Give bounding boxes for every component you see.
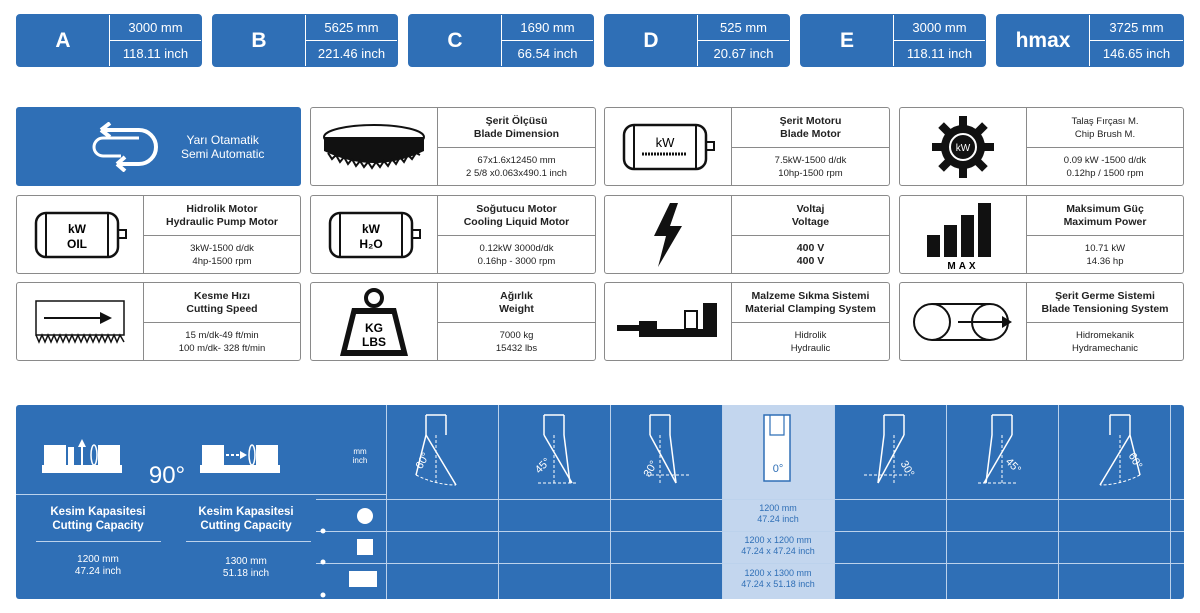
round-stock-icon xyxy=(356,507,374,525)
angle-90-label: 90° xyxy=(148,462,186,489)
left-capacity-title-tr: Kesim Kapasitesi xyxy=(50,506,146,518)
spec-title-tr: Şerit Motoru xyxy=(779,114,842,127)
motor-icon-label: kW xyxy=(655,134,675,150)
angle-label: 45° xyxy=(532,455,554,477)
spec-value: 0.09 kW -1500 d/dk xyxy=(1063,154,1147,166)
spec-title-en: Cutting Speed xyxy=(186,302,258,315)
round-capacity-mm: 1200 mm xyxy=(759,503,797,513)
spec-value: 3kW-1500 d/dk xyxy=(190,242,254,254)
dimension-letter: B xyxy=(251,28,267,52)
coolant-motor-icon xyxy=(324,210,424,260)
angle-diagram-30-left xyxy=(610,405,722,499)
semi-auto-en: Semi Automatic xyxy=(181,146,265,161)
angle-label: 60° xyxy=(413,450,433,472)
spec-value: 10.71 kW xyxy=(1084,242,1126,254)
spec-title-tr: Şerit Ölçüsü xyxy=(485,114,548,127)
spec-value: 14.36 hp xyxy=(1086,255,1124,267)
angle-label: 30° xyxy=(897,458,917,480)
angle-diagram-30-right xyxy=(834,405,946,499)
hydraulic-motor-card xyxy=(16,195,301,274)
spec-value: 0.12kW 3000d/dk xyxy=(479,242,554,254)
vertical-feed-icon xyxy=(42,435,122,475)
voltage-card xyxy=(604,195,890,274)
rect-capacity-mm: 1200 x 1300 mm xyxy=(744,568,812,578)
spec-value: 400 V xyxy=(796,254,825,267)
spec-value: Hidrolik xyxy=(794,329,827,341)
spec-title-tr: Hidrolik Motor xyxy=(186,202,258,215)
weight-icon xyxy=(336,286,412,358)
spec-value: 15 m/dk-49 ft/min xyxy=(185,329,259,341)
dimension-b xyxy=(212,14,398,67)
cooling-motor-card xyxy=(310,195,596,274)
spec-value: 0.16hp - 3000 rpm xyxy=(477,255,556,267)
dimension-letter: A xyxy=(55,28,71,52)
spec-title-en: Maximum Power xyxy=(1063,215,1147,228)
spec-value: 100 m/dk- 328 ft/min xyxy=(178,342,266,354)
spec-title-tr: Şerit Germe Sistemi xyxy=(1055,289,1155,302)
tension-icon xyxy=(908,295,1018,349)
motor-icon xyxy=(618,122,718,172)
spec-title-en: Weight xyxy=(499,302,534,315)
spec-title-en: Material Clamping System xyxy=(745,302,876,315)
left-capacity-title-en: Cutting Capacity xyxy=(52,520,144,532)
rect-stock-icon xyxy=(349,571,377,587)
vise-icon xyxy=(613,295,723,349)
power-bars-icon xyxy=(923,199,1003,271)
spec-value: 15432 lbs xyxy=(495,342,538,354)
dimension-c xyxy=(408,14,594,67)
chip-brush-card xyxy=(899,107,1184,186)
blade-band-icon xyxy=(320,121,428,173)
left-capacity-mm: 1200 mm xyxy=(77,554,119,565)
angle-diagram-0 xyxy=(722,405,834,499)
spec-title-en: Cooling Liquid Motor xyxy=(463,215,570,228)
spec-value: 400 V xyxy=(796,241,825,254)
spec-title-en: Blade Dimension xyxy=(473,127,560,140)
gear-icon xyxy=(931,115,995,179)
spec-value: Hydramechanic xyxy=(1072,342,1138,354)
spec-title-en: Voltage xyxy=(791,215,830,228)
spec-value: Hidromekanik xyxy=(1075,329,1135,341)
spec-title-tr: Kesme Hızı xyxy=(193,289,251,302)
angle-diagram-60-right xyxy=(1058,405,1170,499)
blade-dimension-card xyxy=(310,107,596,186)
spec-title-tr: Talaş Fırçası M. xyxy=(1071,115,1139,127)
dimension-inch: 118.11 inch xyxy=(122,46,189,61)
cutting-capacity-table xyxy=(16,405,1184,599)
square-capacity-mm: 1200 x 1200 mm xyxy=(744,535,812,545)
dimension-inch: 221.46 inch xyxy=(317,46,386,61)
spec-title-en: Blade Tensioning System xyxy=(1041,302,1169,315)
spec-title-en: Chip Brush M. xyxy=(1074,128,1136,140)
round-capacity-inch: 47.24 inch xyxy=(757,514,799,524)
semi-auto-tr: Yarı Otamatik xyxy=(186,132,259,147)
horizontal-feed-icon xyxy=(200,435,280,475)
angle-label: 45° xyxy=(1002,455,1024,477)
dimension-hmax xyxy=(996,14,1184,67)
square-stock-icon xyxy=(357,539,373,555)
right-capacity-inch: 51.18 inch xyxy=(222,568,270,579)
spec-title-tr: Ağırlık xyxy=(500,289,533,302)
spec-title-tr: Maksimum Güç xyxy=(1066,202,1144,215)
weight-card xyxy=(310,282,596,361)
coolant-motor-l2: H₂O xyxy=(359,236,383,251)
oil-motor-icon xyxy=(30,210,130,260)
spec-value: Hydraulic xyxy=(790,342,831,354)
right-capacity-title-en: Cutting Capacity xyxy=(200,520,292,532)
cutting-speed-card xyxy=(16,282,301,361)
angle-label: 60° xyxy=(1125,450,1145,472)
rect-capacity-inch: 47.24 x 51.18 inch xyxy=(741,579,815,589)
blade-motor-card xyxy=(604,107,890,186)
square-capacity-inch: 47.24 x 47.24 inch xyxy=(741,546,815,556)
oil-motor-l2: OIL xyxy=(67,236,87,251)
spec-value: 7.5kW-1500 d/dk xyxy=(774,154,847,166)
dimension-mm: 3000 mm xyxy=(894,15,985,41)
dimension-a xyxy=(16,14,202,67)
dimension-inch: 20.67 inch xyxy=(713,46,774,61)
dimension-inch: 118.11 inch xyxy=(906,46,973,61)
spec-value: 2 5/8 x0.063x490.1 inch xyxy=(466,167,567,179)
dimension-mm: 3725 mm xyxy=(1090,15,1183,41)
dimension-mm: 1690 mm xyxy=(502,15,593,41)
weight-icon-l2: LBS xyxy=(362,334,386,349)
angle-diagram-45-right xyxy=(946,405,1058,499)
units-inch: inch xyxy=(352,456,368,465)
dimension-mm: 5625 mm xyxy=(306,15,397,41)
gear-icon-label: kW xyxy=(955,142,971,154)
dimension-letter: hmax xyxy=(1015,28,1071,52)
spec-value: 7000 kg xyxy=(499,329,534,341)
dimension-mm: 525 mm xyxy=(698,15,789,41)
angle-label: 30° xyxy=(641,458,661,480)
spec-title-tr: Soğutucu Motor xyxy=(476,202,557,215)
tensioning-card xyxy=(899,282,1184,361)
semi-automatic-card xyxy=(16,107,301,186)
angle-diagram-60-left xyxy=(386,405,498,499)
dimension-letter: C xyxy=(447,28,463,52)
dimension-mm: 3000 mm xyxy=(110,15,201,41)
spec-value: 67x1.6x12450 mm xyxy=(477,154,556,166)
spec-title-tr: Voltaj xyxy=(796,202,825,215)
dimension-letter: D xyxy=(643,28,659,52)
dimension-letter: E xyxy=(839,28,854,52)
angle-diagram-45-left xyxy=(498,405,610,499)
dimension-e xyxy=(800,14,986,67)
spec-title-en: Hydraulic Pump Motor xyxy=(165,215,278,228)
cutting-speed-icon xyxy=(30,295,130,349)
cycle-arrows-icon xyxy=(77,122,163,172)
spec-value: 10hp-1500 rpm xyxy=(778,167,843,179)
oil-motor-l1: kW xyxy=(68,221,86,236)
lightning-icon xyxy=(648,202,688,268)
spec-title-tr: Malzeme Sıkma Sistemi xyxy=(751,289,870,302)
max-power-card xyxy=(899,195,1184,274)
spec-value: 4hp-1500 rpm xyxy=(192,255,252,267)
spec-value: 0.12hp / 1500 rpm xyxy=(1066,167,1144,179)
right-capacity-mm: 1300 mm xyxy=(225,556,267,567)
spec-title-en: Blade Motor xyxy=(780,127,841,140)
power-bars-label: MAX xyxy=(947,260,979,271)
dimension-inch: 146.65 inch xyxy=(1102,46,1171,61)
dimension-inch: 66.54 inch xyxy=(517,46,578,61)
dimension-d xyxy=(604,14,790,67)
coolant-motor-l1: kW xyxy=(362,221,380,236)
units-mm: mm xyxy=(353,447,367,456)
right-capacity-title-tr: Kesim Kapasitesi xyxy=(198,506,294,518)
weight-icon-l1: KG xyxy=(365,320,383,335)
clamping-card xyxy=(604,282,890,361)
angle-label: 0° xyxy=(772,463,784,475)
left-capacity-inch: 47.24 inch xyxy=(74,566,122,577)
